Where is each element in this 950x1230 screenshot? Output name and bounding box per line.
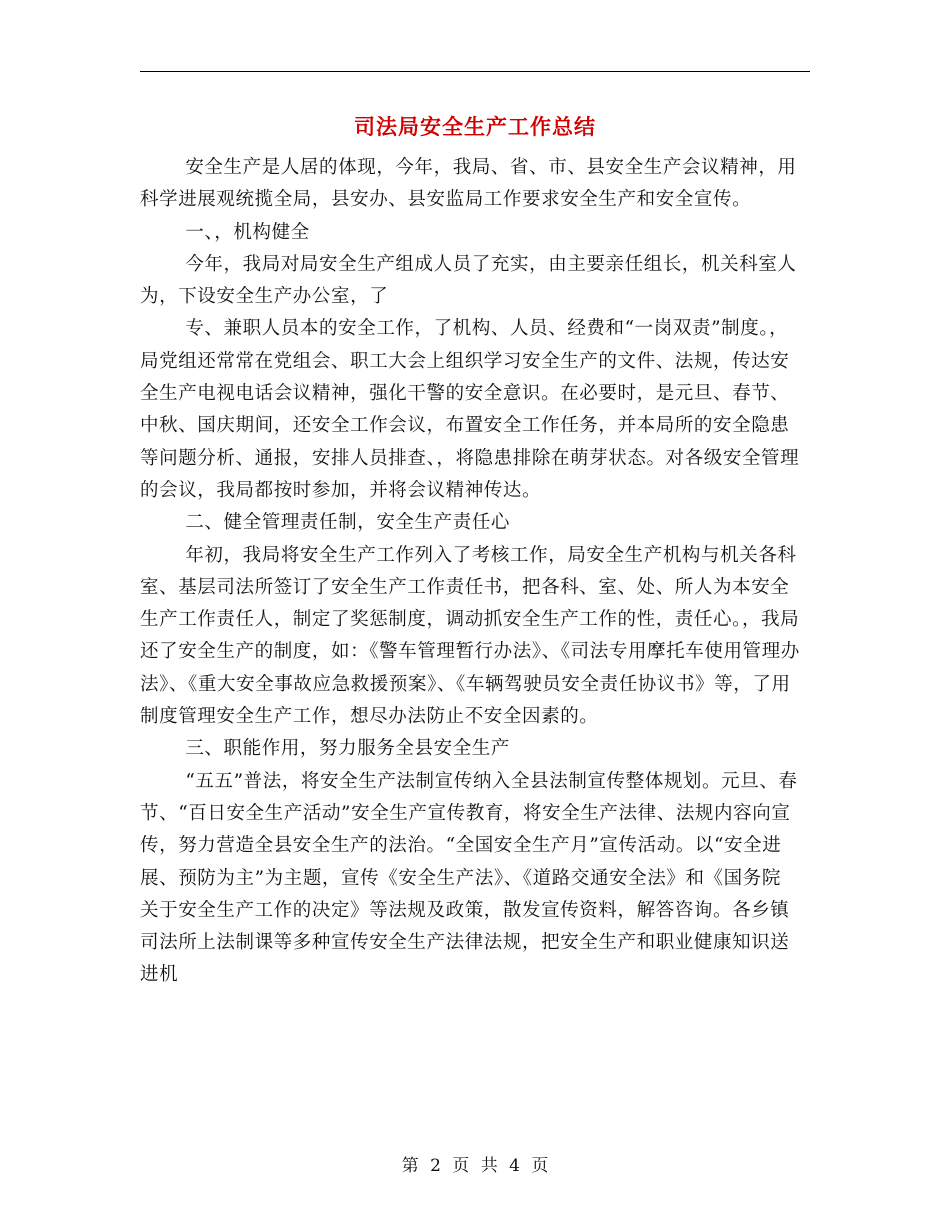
footer-total-pages: 4 xyxy=(509,1156,520,1176)
body-paragraph: 专、兼职人员本的安全工作，了机构、人员、经费和“一岗双责”制度。，局党组还常常在党组会、职工大会上组织学习安全生产的文件、法规，传达安全生产电视电话会议精神，强化干警的安全意识。在必要时，是元旦、春节、 中秋、国庆期间，还安全工作会议，布置安全工作任务，并本局所的安全隐患等问题分析、通报，安排人员排查、，将隐患排除在萌芽状态。对各级安全管理的会议，我局都按时参加，并将会议精神传达。 xyxy=(140,318,800,501)
body-paragraph-intro: 安全生产是人居的体现，今年，我局、省、市、县安全生产会议精神，用科学进展观统揽全局，县安办、县安监局工作要求安全生产和安全宣传。 xyxy=(140,157,797,211)
body-paragraph: 今年，我局对局安全生产组成人员了充实，由主要亲任组长，机关科室人为，下设安全生产办公室，了 xyxy=(140,253,797,308)
header-rule xyxy=(140,71,810,72)
document-body xyxy=(140,152,800,992)
body-paragraph: “五五”普法，将安全生产法制宣传纳入全县法制宣传整体规划。元旦、春节、“百日安全生产活动”安全生产宣传教育，将安全生产法律、法规内容向宣传，努力营造全县安全生产的法治。“全国安全生产月”宣传活动。以“安全进展、预防为主”为主题，宣传《安全生产法》、《道路交通安全法》和《国务院关于安全生产工作的决定》等法规及政策，散发宣传资料，解答咨询。各乡镇司法所上法制课等多种宣传安全生产法律法规，把安全生产和职业健康知识送进机 xyxy=(140,770,798,986)
page-footer xyxy=(0,1154,950,1178)
footer-page-word: 页 xyxy=(452,1156,470,1176)
body-paragraph: 年初，我局将安全生产工作列入了考核工作，局安全生产机构与机关各科室、基层司法所签订了安全生产工作责任书，把各科、室、处、所人为本安全生产工作责任人，制定了奖惩制度，调动抓安全生产工作的性，责任心。，我局还了安全生产的制度，如：《警车管理暂行办法》、《司法专用摩托车使用管理办法》、《重大安全事故应急救援预案》、《车辆驾驶员安全责任协议书》等，了用制度管理安全生产工作，想尽办法防止不安全因素的。 xyxy=(140,544,800,728)
footer-total-word: 共 xyxy=(480,1156,498,1176)
section-heading-2: 二、健全管理责任制，安全生产责任心 xyxy=(185,512,511,534)
section-heading-3: 三、职能作用，努力服务全县安全生产 xyxy=(185,738,511,760)
section-heading-1: 一、，机构健全 xyxy=(185,221,310,243)
footer-current-page: 2 xyxy=(430,1156,441,1176)
document-title: 司法局安全生产工作总结 xyxy=(354,114,596,139)
footer-suffix: 页 xyxy=(531,1156,549,1176)
footer-prefix: 第 xyxy=(401,1156,419,1176)
